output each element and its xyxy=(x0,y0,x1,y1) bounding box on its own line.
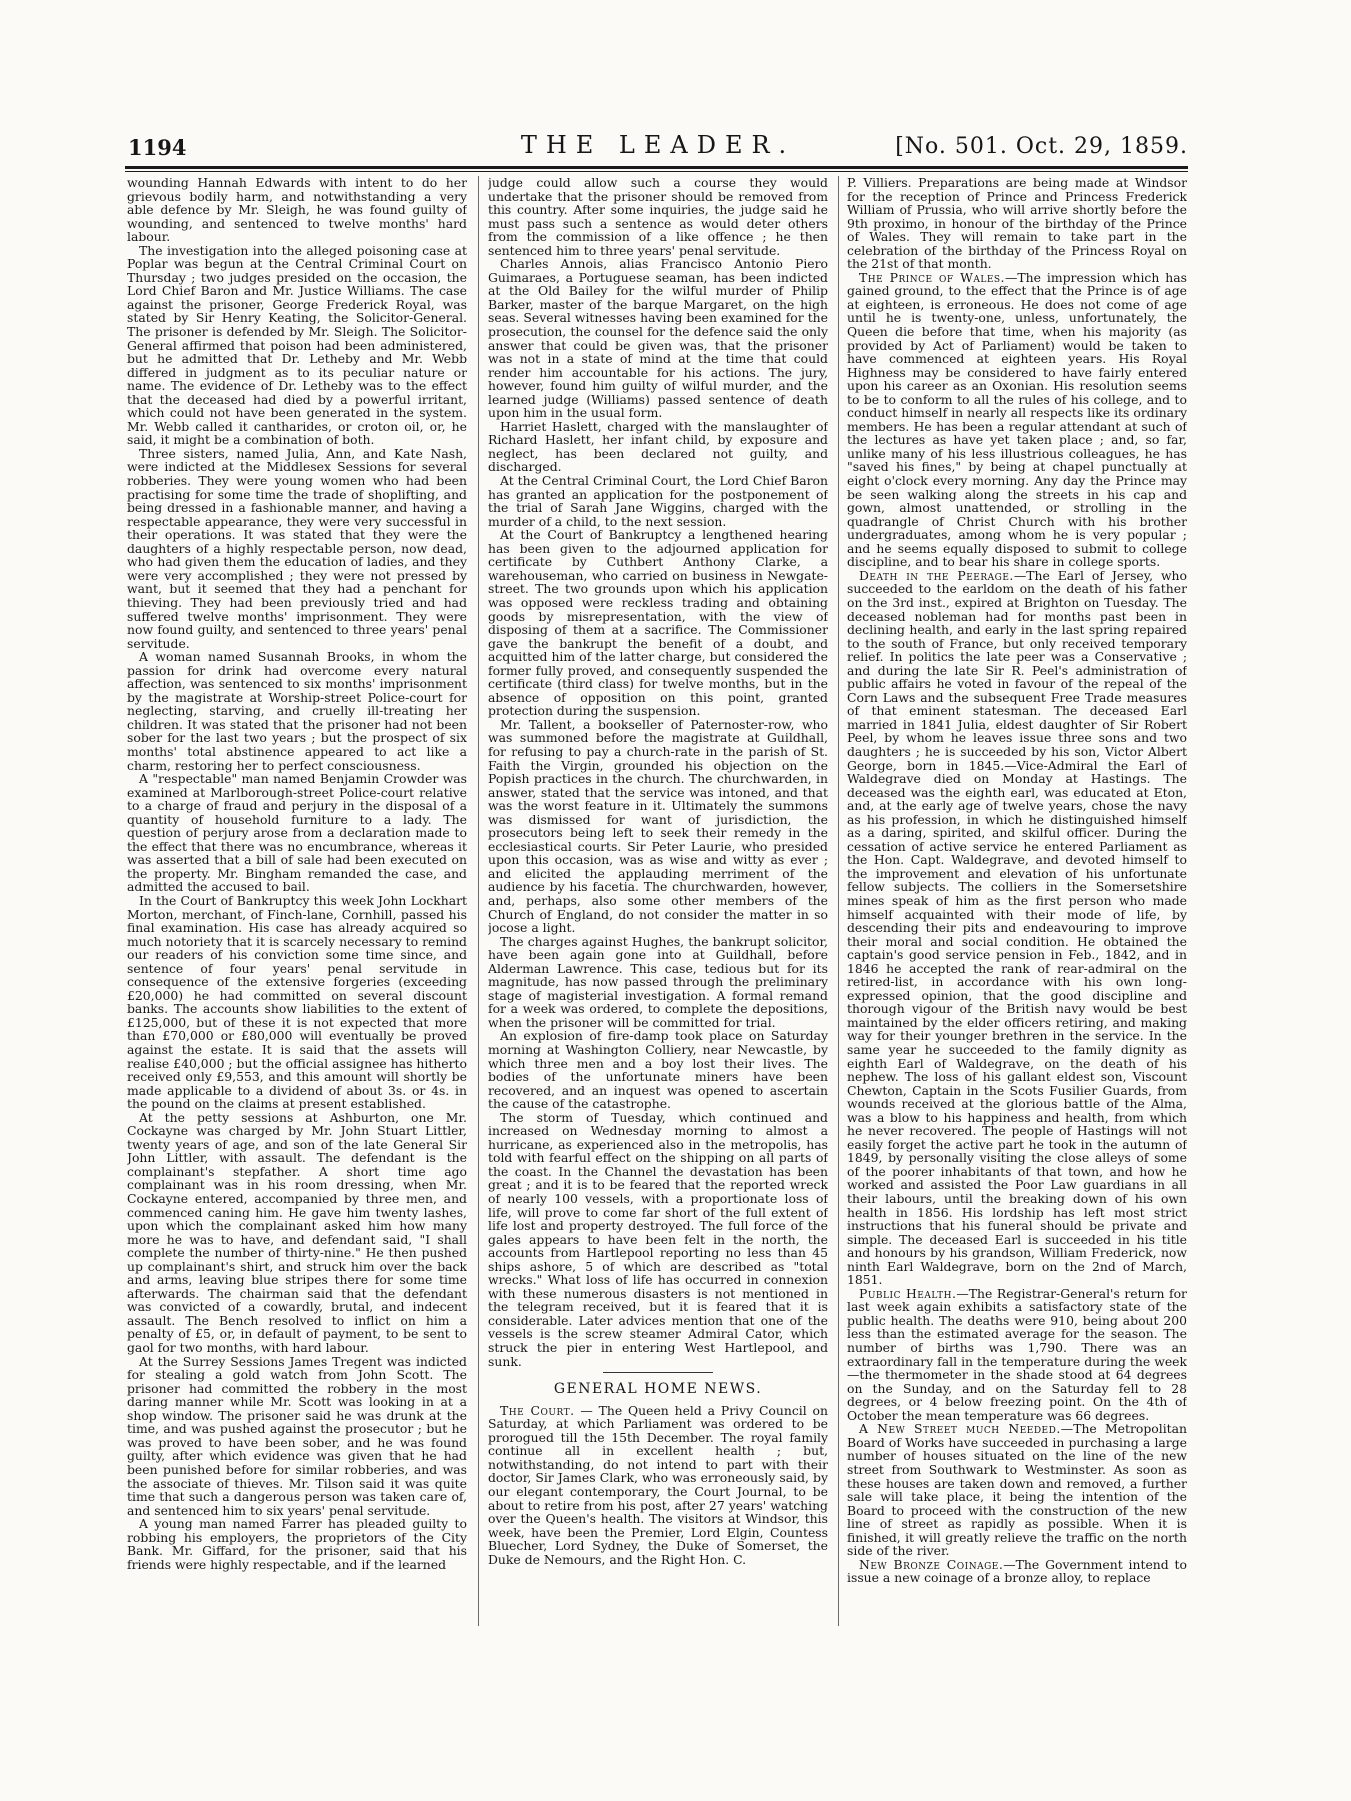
article-paragraph: The storm of Tuesday, which continued and increased on Wednesday morning to almost a hurricane, as experienced also in the metropolis, has told with fearful effect on the shipping on all parts of the coast. In the Channel the devastation has been great ; and it is to be feared that the reported wreck of nearly 100 vessels, with a proportionate loss of life, will prove to come far short of the full extent of life lost and property destroyed. The full force of the gales appears to have been felt in the north, the accounts from Hartlepool reporting no less than 45 ships ashore, 5 of which are described as "total wrecks." What loss of life has occurred in connexion with these numerous disasters is not mentioned in the telegram received, but it is feared that it is considerable. Later advices mention that one of the vessels is the screw steamer Admiral Cator, which struck the pier in entering West Hartlepool, and sunk. xyxy=(488,1109,828,1369)
run-in-heading: Public Health. xyxy=(859,1285,957,1301)
run-in-heading: New Bronze Coinage. xyxy=(859,1556,1004,1572)
newspaper-title: THE LEADER. xyxy=(520,131,796,159)
column-rule xyxy=(478,176,479,1626)
article-paragraph: At the Court of Bankruptcy a lengthened hearing has been given to the adjourned application for certificate by Cuthbert Anthony Clarke, a warehouseman, who carried on business in Newgate-street. The two grounds upon which his application was opposed were reckless trading and obtaining goods by misrepresentation, with the view of disposing of them at a sacrifice. The Commissioner gave the bankrupt the benefit of a doubt, and acquitted him of the latter charge, but considered the former fully proved, and consequently suspended the certificate (third class) for twelve months, but in the absence of opposition on this point, granted protection during the suspension. xyxy=(488,527,828,719)
article-text: —The Registrar-General's return for last week again exhibits a satisfactory state of the public health. The deaths were 910, being about 200 less than the estimated average for the season. The number of births was 1,790. There was an extraordinary fall in the temperature during the week—the thermometer in the shade stood at 64 degrees on the Sunday, and on the Saturday fell to 28 degrees, or 4 below freezing point. On the 4th of October the mean temperature was 66 degrees. xyxy=(847,1285,1187,1423)
run-in-heading: The Court. xyxy=(500,1402,575,1418)
page-header xyxy=(128,131,1188,163)
article-paragraph: Three sisters, named Julia, Ann, and Kate Nash, were indicted at the Middlesex Sessions for several robberies. They were young women who had been practising for some time the trade of shoplifting, and being dressed in a fashionable manner, and having a respectable appearance, they were very successful in their operations. It was stated that they were the daughters of a highly respectable person, now dead, who had given them the education of ladies, and they were very accomplished ; they were not pressed by want, but it seemed that they had a penchant for thieving. They had been previously tried and had suffered twelve months' imprisonment. They were now found guilty, and sentenced to three years' penal servitude. xyxy=(127,445,467,651)
article-paragraph: judge could allow such a course they would undertake that the prisoner should be removed from this country. After some inquiries, the judge said he must pass such a sentence as would deter others from the commission of a like offence ; he then sentenced him to three years' penal servitude. xyxy=(488,176,828,258)
run-in-heading: The Prince of Wales. xyxy=(859,269,1005,285)
article-text: —The Government intend to issue a new coinage of a bronze alloy, to replace xyxy=(847,1556,1187,1586)
section-heading: GENERAL HOME NEWS. xyxy=(553,1381,763,1398)
article-paragraph: A woman named Susannah Brooks, in whom the passion for drink had overcome every natural affection, was sentenced to six months' imprisonment by the magistrate at Worship-street Police-court for neglecting, starving, and cruelly ill-treating her children. It was stated that the prisoner had not been sober for the last two years ; but the prospect of six months' total abstinence appeared to act like a charm, restoring her to perfect consciousness. xyxy=(127,649,467,773)
section-separator xyxy=(603,1372,713,1373)
article-paragraph: Mr. Tallent, a bookseller of Paternoster-row, who was summoned before the magistrate at Guildhall, for refusing to pay a church-rate in the parish of St. Faith the Virgin, grounded his objection on the Popish practices in the church. The churchwarden, in answer, stated that the service was intoned, and that was the worst feature in it. Ultimately the summons was dismissed for want of jurisdiction, the prosecutors being left to seek their remedy in the ecclesiastical courts. Sir Peter Laurie, who presided upon this occasion, was as wise and witty as ever ; and elicited the applauding merriment of the audience by his facetia. The churchwarden, however, and, perhaps, also some other members of the Church of England, do not consider the matter in so jocose a light. xyxy=(488,716,828,936)
article-paragraph: A young man named Farrer has pleaded guilty to robbing his employers, the proprietors of the City Bank. Mr. Giffard, for the prisoner, said that his friends were highly respectable, and if the learned xyxy=(127,1516,467,1572)
article-paragraph: At the Central Criminal Court, the Lord Chief Baron has granted an application for the postponement of the trial of Sarah Jane Wiggins, charged with the murder of a child, to the next session. xyxy=(488,473,828,529)
article-text: — The Queen held a Privy Council on Saturday, at which Parliament was ordered to be prorogued till the 15th December. The royal family continue all in excellent health ; but, notwithstanding, do not intend to part with their doctor, Sir James Clark, who was erroneously said, by our elegant contemporary, the Court Journal, to be about to retire from his post, after 27 years' watching over the Queen's health. The visitors at Windsor, this week, have been the Premier, Lord Elgin, Countess Bluecher, Lord Sydney, the Duke of Somerset, the Duke de Nemours, and the Right Hon. C. xyxy=(488,1402,828,1567)
article-paragraph: P. Villiers. Preparations are being made at Windsor for the reception of Prince and Princess Frederick William of Prussia, who will arrive shortly before the 9th proximo, in honour of the birthday of the Prince of Wales. They will remain to take part in the celebration of the birthday of the Princess Royal on the 21st of that month. xyxy=(847,176,1187,272)
issue-date: [No. 501. Oct. 29, 1859. xyxy=(895,134,1188,159)
column-3 xyxy=(847,176,1187,1632)
header-rule-thick xyxy=(125,166,1188,169)
header-rule-thin xyxy=(125,171,1188,172)
article-paragraph: At the Surrey Sessions James Tregent was indicted for stealing a gold watch from John Scott. The prisoner had committed the robbery in the most daring manner while Mr. Scott was looking in at a shop window. The prisoner said he was drunk at the time, and was pushed against the prosecutor ; but he was proved to have been sober, and he was found guilty, after which evidence was given that he had been punished before for similar robberies, and was the associate of thieves. Mr. Tilson said it was quite time that such a dangerous person was taken care of, and sentenced him to six years' penal servitude. xyxy=(127,1353,467,1518)
article-paragraph: A "respectable" man named Benjamin Crowder was examined at Marlborough-street Police-court relative to a charge of fraud and perjury in the disposal of a quantity of household furniture to a lady. The question of perjury arose from a declaration made to the effect that there was no encumbrance, whereas it was asserted that a bill of sale had been executed on the property. Mr. Bingham remanded the case, and admitted the accused to bail. xyxy=(127,771,467,895)
page-number: 1194 xyxy=(128,135,187,160)
article-paragraph: wounding Hannah Edwards with intent to do her grievous bodily harm, and notwithstanding a very able defence by Mr. Sleigh, he was found guilty of wounding, and sentenced to twelve months' hard labour. xyxy=(127,176,467,245)
column-rule xyxy=(838,176,839,1626)
article-paragraph: At the petty sessions at Ashburton, one Mr. Cockayne was charged by Mr. John Stuart Littler, twenty years of age, and son of the late General Sir John Littler, with assault. The defendant is the complainant's stepfather. A short time ago complainant was in his room dressing, when Mr. Cockayne entered, accompanied by three men, and commenced caning him. He gave him twenty lashes, upon which the complainant asked him how many more he was to have, and defendant said, "I shall complete the number of thirty-nine." He then pushed up complainant's shirt, and struck him over the back and arms, leaving blue stripes there for some time afterwards. The chairman said that the defendant was convicted of a cowardly, brutal, and indecent assault. The Bench resolved to inflict on him a penalty of £5, or, in default of payment, to be sent to gaol for two months, with hard labour. xyxy=(127,1109,467,1356)
column-2 xyxy=(488,176,828,1632)
article-text: —The Earl of Jersey, who succeeded to the earldom on the death of his father on the 3rd inst., expired at Brighton on Tuesday. The deceased nobleman had for months past been in declining health, and early in the last spring repaired to the south of France, but only received temporary relief. In politics the late peer was a Conservative ; and during the late Sir R. Peel's administration of public affairs he voted in favour of the repeal of the Corn Laws and the subsequent Free Trade measures of that eminent statesman. The deceased Earl married in 1841 Julia, eldest daughter of Sir Robert Peel, by whom he leaves issue three sons and two daughters ; he is succeeded by his son, Victor Albert George, born in 1845.—Vice-Admiral the Earl of Waldegrave died on Monday at Hastings. The deceased was the eighth earl, was educated at Eton, and, at the early age of twelve years, chose the navy as his profession, in which he distinguished himself as a daring, spirited, and skilful officer. During the cessation of active service he entered Parliament as the Hon. Capt. Waldegrave, and devoted himself to the improvement and elevation of his unfortunate fellow subjects. The colliers in the Somersetshire mines speak of him as the first person who made himself acquainted with their mode of life, by descending their pits and endeavouring to improve their moral and social condition. He obtained the captain's good service pension in Feb., 1842, and in 1846 he accepted the rank of rear-admiral on the retired-list, in accordance with his own long-expressed opinion, that the good discipline and thorough vigour of the British navy would be best maintained by the elder officers retiring, and making way for their younger brethren in the service. In the same year he succeeded to the family dignity as eighth Earl of Waldegrave, on the death of his nephew. The loss of his gallant eldest son, Viscount Chewton, Captain in the Scots Fusilier Guards, from wounds received at the glorious battle of the Alma, was a blow to his happiness and health, from which he never recovered. The people of Hastings will not easily forget the active part he took in the autumn of 1849, by personally visiting the close alleys of some of the poorer inhabitants of that town, and how he worked and assisted the Poor Law guardians in all their labours, until the breaking down of his own health in 1856. His lordship has left most strict instructions that his funeral should be private and simple. The deceased Earl is succeeded in his title and honours by his grandson, William Frederick, now ninth Earl Waldegrave, born on the 2nd of March, 1851. xyxy=(847,567,1187,1288)
article-paragraph: The investigation into the alleged poisoning case at Poplar was begun at the Central Criminal Court on Thursday ; two judges presided on the occasion, the Lord Chief Baron and Mr. Justice Williams. The case against the prisoner, George Frederick Royal, was stated by Sir Henry Keating, the Solicitor-General. The prisoner is defended by Mr. Sleigh. The Solicitor-General affirmed that poison had been administered, but he admitted that Dr. Letheby and Mr. Webb differed in judgment as to its peculiar nature or name. The evidence of Dr. Letheby was to the effect that the deceased had died by a powerful irritant, which could not have been generated in the system. Mr. Webb called it cantharides, or croton oil, or, he said, it might be a combination of both. xyxy=(127,242,467,448)
run-in-heading: Death in the Peerage. xyxy=(859,567,1014,583)
run-in-heading: A New Street much Needed. xyxy=(859,1421,1061,1437)
article-paragraph: In the Court of Bankruptcy this week John Lockhart Morton, merchant, of Finch-lane, Cornhill, passed his final examination. His case has already acquired so much notoriety that it is scarcely necessary to remind our readers of his conviction some time since, and sentence of four years' penal servitude in consequence of the extensive forgeries (exceeding £20,000) he had committed on several discount banks. The accounts show liabilities to the extent of £125,000, but of these it is not expected that more than £70,000 or £80,000 will eventually be proved against the estate. It is said that the assets will realise £40,000 ; but the official assignee has hitherto received only £9,553, and this amount will shortly be made applicable to a dividend of about 3s. or 4s. in the pound on the claims at present established. xyxy=(127,892,467,1112)
article-text: —The impression which has gained ground, to the effect that the Prince is of age at eighteen, is erroneous. He does not come of age until he is twenty-one, unless, unfortunately, the Queen die before that time, when his majority (as provided by Act of Parliament) would be taken to have commenced at eighteen years. His Royal Highness may be considered to have fairly entered upon his career as an Oxonian. His resolution seems to be to conform to all the rules of his college, and to conduct himself in nearly all respects like its ordinary members. He has been a regular attendant at such of the lectures as have yet taken place ; and, so far, unlike many of his less illustrious colleagues, he has "saved his fines," by being at chapel punctually at eight o'clock every morning. Any day the Prince may be seen walking along the streets in his cap and gown, almost unattended, or strolling in the quadrangle of Christ Church with his brother undergraduates, among whom he is very popular ; and he seems equally disposed to submit to college discipline, and to bear his share in college sports. xyxy=(847,269,1187,570)
article-paragraph: An explosion of fire-damp took place on Saturday morning at Washington Colliery, near Newcastle, by which three men and a boy lost their lives. The bodies of the unfortunate miners have been recovered, and an inquest was opened to ascertain the cause of the catastrophe. xyxy=(488,1028,828,1112)
article-text: —The Metropolitan Board of Works have succeeded in purchasing a large number of houses situated on the line of the new street from Southwark to Westminster. As soon as these houses are taken down and removed, a further sale will take place, it being the intention of the Board to proceed with the construction of the new line of street as rapidly as possible. When it is finished, it will greatly relieve the traffic on the north side of the river. xyxy=(847,1421,1187,1559)
article-paragraph: Harriet Haslett, charged with the manslaughter of Richard Haslett, her infant child, by exposure and neglect, has been declared not guilty, and discharged. xyxy=(488,418,828,475)
column-1 xyxy=(127,176,467,1632)
article-paragraph: Charles Annois, alias Francisco Antonio Piero Guimaraes, a Portuguese seaman, has been indicted at the Old Bailey for the wilful murder of Philip Barker, master of the barque Margaret, on the high seas. Several witnesses having been examined for the prosecution, the counsel for the defence said the only answer that could be given was, that the prisoner was not in a state of mind at the time that could render him accountable for his actions. The jury, however, found him guilty of wilful murder, and the learned judge (Williams) passed sentence of death upon him in the usual form. xyxy=(488,256,828,421)
article-paragraph: The charges against Hughes, the bankrupt solicitor, have been again gone into at Guildhall, before Alderman Lawrence. This case, tedious but for its magnitude, has now passed through the preliminary stage of magisterial investigation. A formal remand for a week was ordered, to complete the depositions, when the prisoner will be committed for trial. xyxy=(488,933,828,1030)
